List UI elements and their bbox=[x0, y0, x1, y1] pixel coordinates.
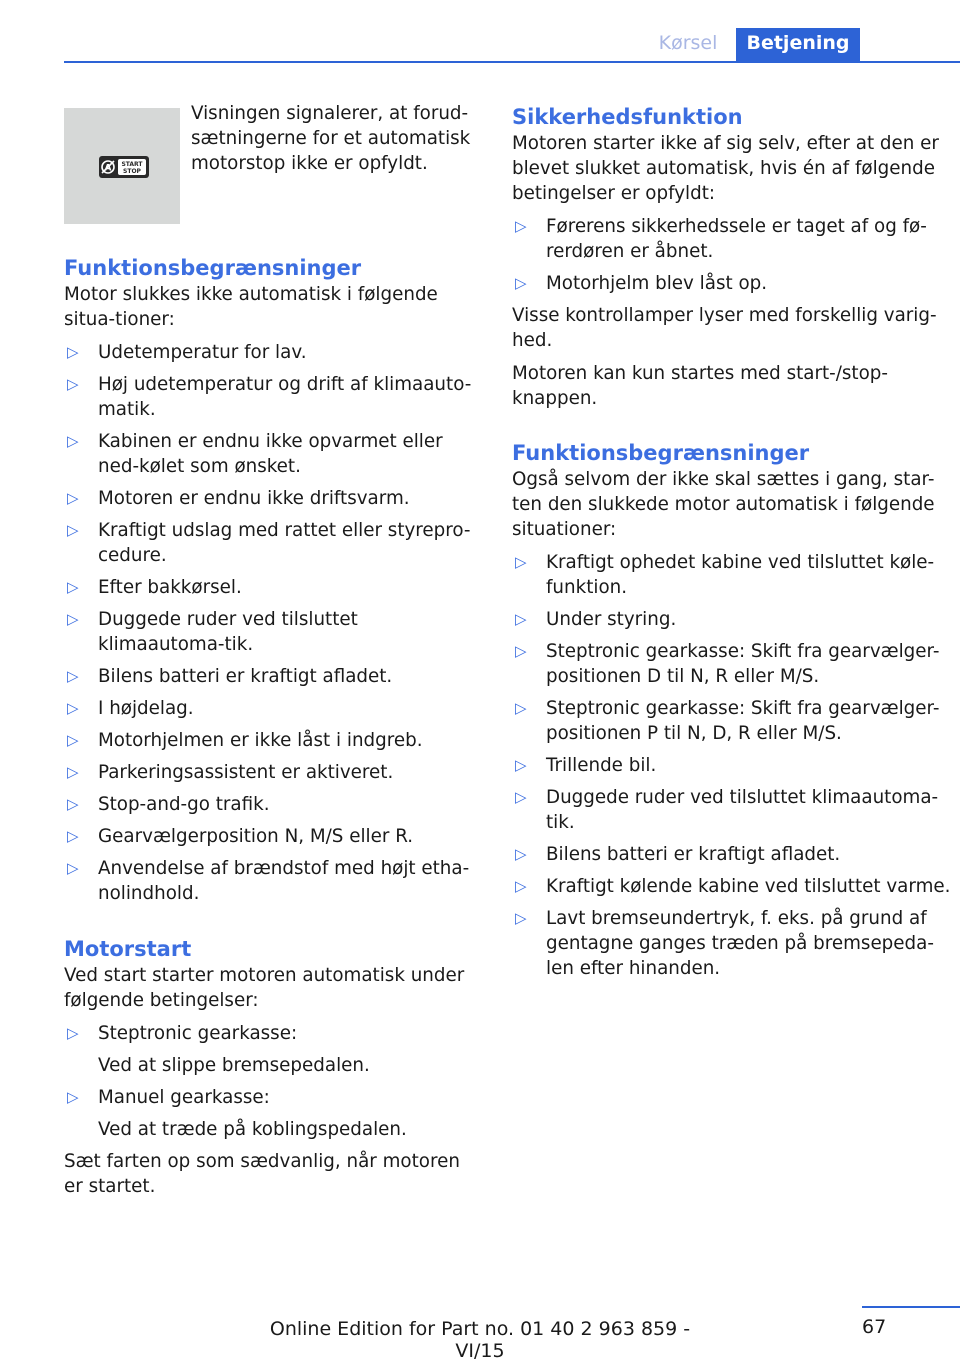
edition-note: Online Edition for Part no. 01 40 2 963 859 - VI/15 bbox=[269, 1318, 691, 1362]
triangle-bullet-icon: ▷ bbox=[67, 699, 79, 717]
triangle-bullet-icon: ▷ bbox=[67, 827, 79, 845]
tab-koersel[interactable]: Kørsel bbox=[658, 32, 718, 54]
list-item: ▷ Steptronic gearkasse: Skift fra gearvælger-positionen P til N, D, R eller M/S. bbox=[515, 698, 940, 744]
section-lead: Motor slukkes ikke automatisk i følgende situa-tioner: bbox=[64, 284, 438, 330]
triangle-bullet-icon: ▷ bbox=[67, 1024, 79, 1042]
triangle-bullet-icon: ▷ bbox=[67, 763, 79, 781]
restart-list bbox=[512, 550, 952, 981]
list-item: ▷ Kraftigt udslag med rattet eller styrepro-cedure. bbox=[67, 520, 471, 566]
triangle-bullet-icon: ▷ bbox=[515, 845, 527, 863]
right-section-safety bbox=[512, 103, 952, 411]
list-item: ▷ Manuel gearkasse: Ved at træde på koblingspedalen. bbox=[67, 1087, 407, 1140]
triangle-bullet-icon: ▷ bbox=[67, 795, 79, 813]
section-title-limits-right: Funktionsbegrænsninger bbox=[512, 441, 810, 465]
triangle-bullet-icon: ▷ bbox=[515, 877, 527, 895]
triangle-bullet-icon: ▷ bbox=[515, 699, 527, 717]
list-item: ▷ I højdelag. bbox=[67, 698, 194, 719]
triangle-bullet-icon: ▷ bbox=[67, 731, 79, 749]
list-item: ▷ Bilens batteri er kraftigt afladet. bbox=[67, 666, 393, 687]
list-item: ▷ Motoren er endnu ikke driftsvarm. bbox=[67, 488, 410, 509]
list-item: ▷ Gearvælgerposition N, M/S eller R. bbox=[67, 826, 414, 847]
triangle-bullet-icon: ▷ bbox=[515, 788, 527, 806]
triangle-bullet-icon: ▷ bbox=[515, 642, 527, 660]
indicator-description: Visningen signalerer, at forud-sætningerne for et automatisk motorstop ikke er opfyldt. bbox=[191, 103, 471, 174]
triangle-bullet-icon: ▷ bbox=[67, 489, 79, 507]
list-item: ▷ Kraftigt kølende kabine ved tilsluttet varme. bbox=[515, 876, 951, 897]
triangle-bullet-icon: ▷ bbox=[67, 375, 79, 393]
triangle-bullet-icon: ▷ bbox=[67, 610, 79, 628]
page-number: 67 bbox=[862, 1316, 887, 1338]
left-section-limits bbox=[64, 254, 484, 913]
list-item: ▷ Førerens sikkerhedssele er taget af og fø-rerdøren er åbnet. bbox=[515, 216, 927, 262]
list-item: ▷ Kabinen er endnu ikke opvarmet eller ned-kølet som ønsket. bbox=[67, 431, 443, 477]
triangle-bullet-icon: ▷ bbox=[515, 756, 527, 774]
right-section-limits bbox=[512, 439, 952, 988]
svg-text:STOP: STOP bbox=[123, 168, 141, 175]
list-item: ▷ Stop-and-go trafik. bbox=[67, 794, 270, 815]
left-section-motorstart bbox=[64, 935, 484, 1199]
footer-rule bbox=[862, 1306, 960, 1308]
list-item: ▷ Høj udetemperatur og drift af klimaauto-matik. bbox=[67, 374, 472, 420]
list-item: ▷ Anvendelse af brændstof med højt etha-nolindhold. bbox=[67, 858, 470, 904]
triangle-bullet-icon: ▷ bbox=[67, 578, 79, 596]
header-rule bbox=[64, 61, 960, 63]
triangle-bullet-icon: ▷ bbox=[515, 553, 527, 571]
list-item: ▷ Trillende bil. bbox=[515, 755, 657, 776]
triangle-bullet-icon: ▷ bbox=[67, 1088, 79, 1106]
start-stop-crossed-icon bbox=[98, 155, 150, 179]
triangle-bullet-icon: ▷ bbox=[67, 432, 79, 450]
section-lead: Motoren starter ikke af sig selv, efter at den er blevet slukket automatisk, hvis én af følgende betingelser er opfyldt: bbox=[512, 133, 939, 204]
paragraph: Motoren kan kun startes med start-/stop-knappen. bbox=[512, 363, 888, 409]
triangle-bullet-icon: ▷ bbox=[515, 217, 527, 235]
list-item: ▷ Motorhjelm blev låst op. bbox=[515, 273, 768, 294]
list-item: ▷ Efter bakkørsel. bbox=[67, 577, 242, 598]
list-item: ▷ Steptronic gearkasse: Ved at slippe bremsepedalen. bbox=[67, 1023, 370, 1076]
triangle-bullet-icon: ▷ bbox=[67, 343, 79, 361]
list-item: ▷ Steptronic gearkasse: Skift fra gearvælger-positionen D til N, R eller M/S. bbox=[515, 641, 940, 687]
list-item: ▷ Parkeringsassistent er aktiveret. bbox=[67, 762, 394, 783]
section-lead: Også selvom der ikke skal sættes i gang, star-ten den slukkede motor automatisk i følgende situationer: bbox=[512, 469, 935, 540]
list-item: ▷ Under styring. bbox=[515, 609, 677, 630]
triangle-bullet-icon: ▷ bbox=[515, 610, 527, 628]
list-item: ▷ Lavt bremseundertryk, f. eks. på grund af gentagne ganges træden på bremsepeda-len efter hinanden. bbox=[515, 908, 934, 979]
motorstart-list bbox=[64, 1021, 484, 1142]
triangle-bullet-icon: ▷ bbox=[67, 859, 79, 877]
section-title-limits-left: Funktionsbegrænsninger bbox=[64, 256, 362, 280]
triangle-bullet-icon: ▷ bbox=[67, 521, 79, 539]
list-item: ▷ Bilens batteri er kraftigt afladet. bbox=[515, 844, 841, 865]
section-lead: Ved start starter motoren automatisk under følgende betingelser: bbox=[64, 965, 465, 1011]
tab-betjening[interactable]: Betjening bbox=[736, 28, 860, 62]
section-title-motorstart: Motorstart bbox=[64, 937, 192, 961]
paragraph: Visse kontrollamper lyser med forskellig varig-hed. bbox=[512, 305, 937, 351]
svg-text:START: START bbox=[121, 161, 143, 168]
list-item: ▷ Udetemperatur for lav. bbox=[67, 342, 307, 363]
indicator-thumbnail bbox=[64, 108, 180, 224]
triangle-bullet-icon: ▷ bbox=[515, 274, 527, 292]
section-title-safety: Sikkerhedsfunktion bbox=[512, 105, 743, 129]
triangle-bullet-icon: ▷ bbox=[67, 667, 79, 685]
safety-list bbox=[512, 214, 952, 296]
list-item: ▷ Motorhjelmen er ikke låst i indgreb. bbox=[67, 730, 423, 751]
triangle-bullet-icon: ▷ bbox=[515, 909, 527, 927]
svg-text:A: A bbox=[104, 163, 112, 174]
list-item: ▷ Duggede ruder ved tilsluttet klimaautoma-tik. bbox=[515, 787, 939, 833]
closing-text: Sæt farten op som sædvanlig, når motoren er startet. bbox=[64, 1151, 460, 1197]
list-item: ▷ Duggede ruder ved tilsluttet klimaautoma-tik. bbox=[67, 609, 358, 655]
limits-list bbox=[64, 340, 484, 906]
list-item: ▷ Kraftigt ophedet kabine ved tilsluttet køle-funktion. bbox=[515, 552, 935, 598]
